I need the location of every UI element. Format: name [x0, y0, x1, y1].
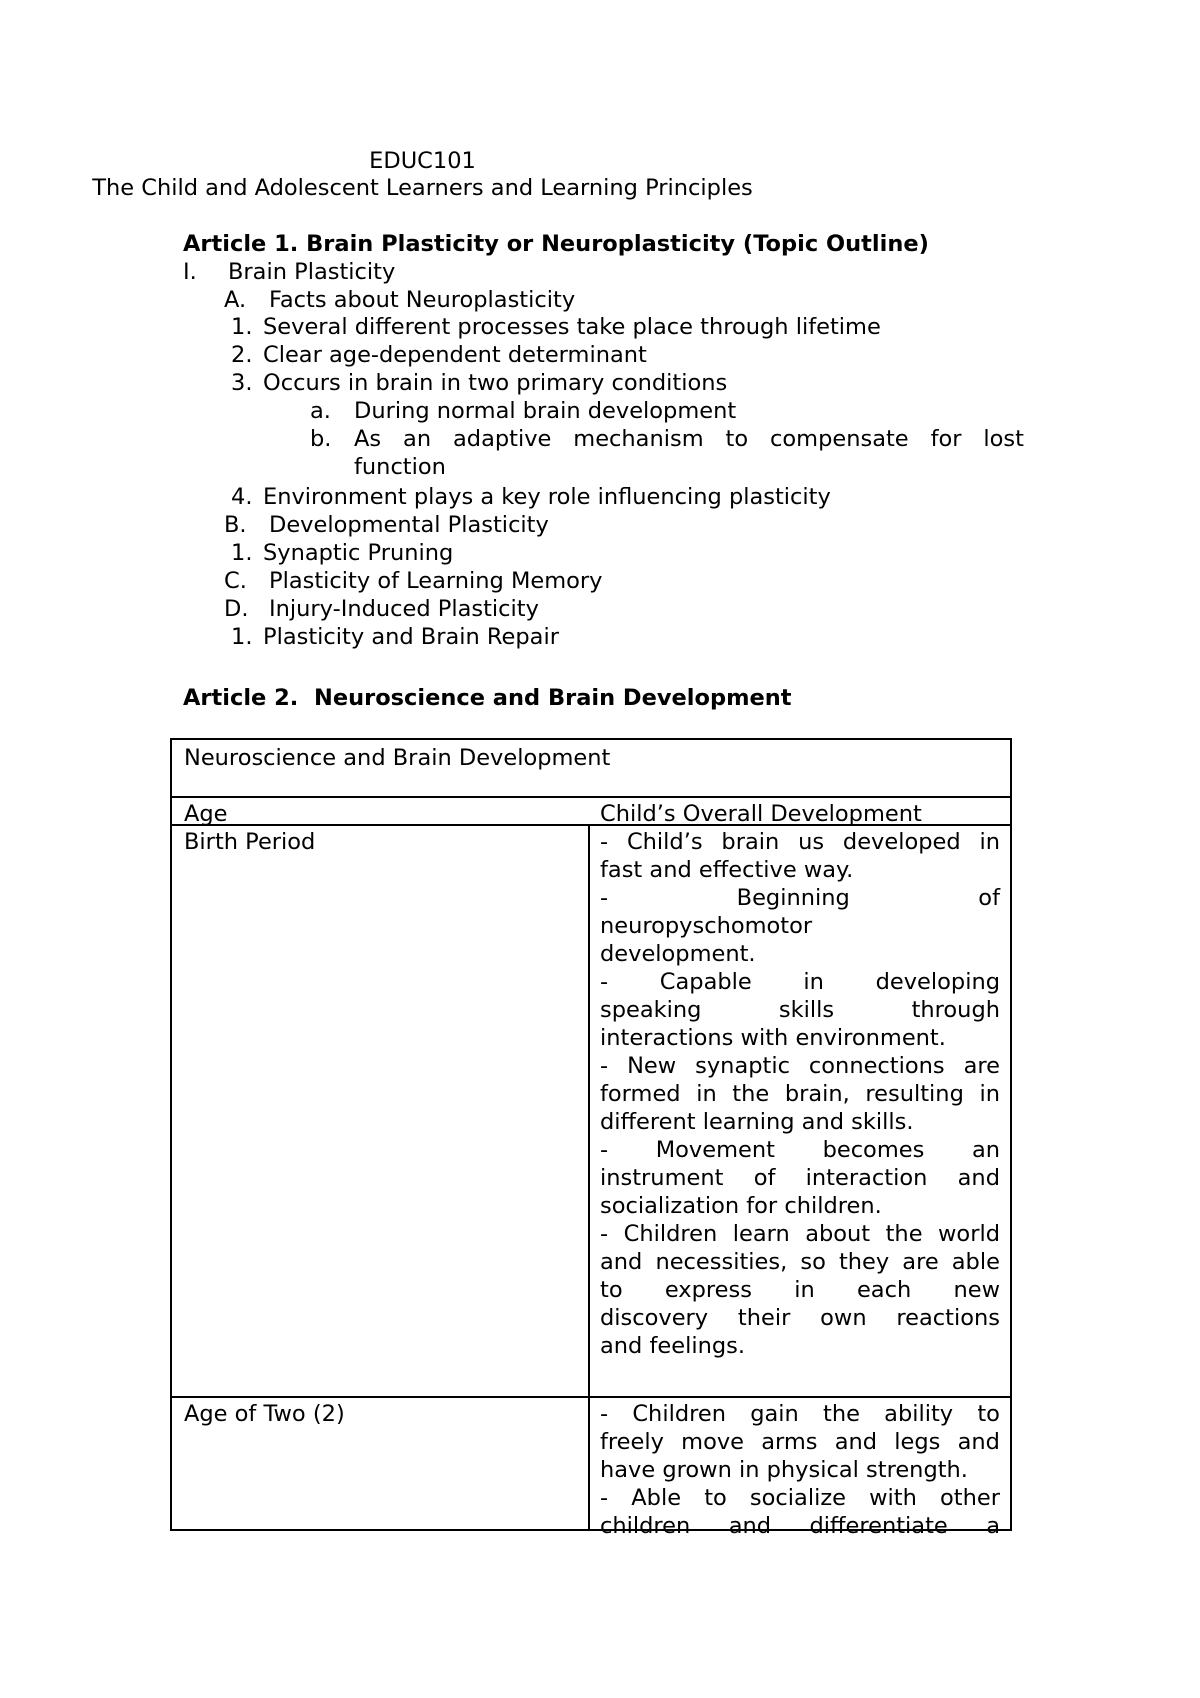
- development-word: and: [957, 1165, 1000, 1191]
- development-line: have grown in physical strength.: [600, 1457, 968, 1483]
- development-word: Capable: [659, 969, 752, 995]
- development-word: other: [940, 1485, 1000, 1511]
- outline-item-A3a: [310, 397, 736, 425]
- course-title: The Child and Adolescent Learners and Learning Principles: [92, 175, 753, 201]
- development-word: about: [805, 1221, 871, 1247]
- outline-item-D1: [231, 623, 559, 651]
- development-word: connections: [808, 1053, 945, 1079]
- development-word: -: [600, 1485, 609, 1511]
- table-row-development: [600, 828, 1000, 1360]
- development-word: the: [732, 1081, 770, 1107]
- development-word: Beginning: [736, 885, 850, 911]
- outline-text-justified: [354, 425, 1024, 453]
- development-word: discovery: [600, 1305, 709, 1331]
- development-word: socialize: [749, 1485, 846, 1511]
- development-word: are: [902, 1249, 939, 1275]
- development-word: to: [977, 1401, 1000, 1427]
- development-word: formed: [600, 1081, 681, 1107]
- outline-item-A3b-continued: function: [354, 454, 446, 480]
- outline-text: Plasticity of Learning Memory: [269, 568, 603, 594]
- development-word: necessities,: [655, 1249, 788, 1275]
- table-column-rule: [588, 824, 590, 1529]
- outline-text: Injury-Induced Plasticity: [269, 596, 539, 622]
- development-word: -: [600, 1401, 609, 1427]
- development-word: in: [979, 1081, 1000, 1107]
- outline-marker: C.: [224, 568, 247, 594]
- development-line: fast and effective way.: [600, 857, 854, 883]
- development-word: their: [737, 1305, 791, 1331]
- development-word: Children: [632, 1401, 726, 1427]
- outline-word: to: [725, 426, 749, 452]
- development-line: [600, 1220, 1000, 1248]
- development-word: in: [696, 1081, 717, 1107]
- development-word: brain,: [784, 1081, 850, 1107]
- table-row-development: [600, 1400, 1000, 1540]
- outline-item-D: [224, 595, 539, 623]
- development-word: and: [728, 1513, 772, 1539]
- development-word: skills: [778, 997, 835, 1023]
- development-word: of: [753, 1165, 776, 1191]
- development-line: interactions with environment.: [600, 1025, 946, 1051]
- development-line: [600, 1164, 1000, 1192]
- development-line: [600, 1136, 1000, 1164]
- development-word: Children: [623, 1221, 718, 1247]
- outline-item-B1: [231, 539, 453, 567]
- outline-text: Developmental Plasticity: [269, 512, 549, 538]
- outline-word: lost: [983, 426, 1024, 452]
- outline-item-C: [224, 567, 603, 595]
- outline-item-A1: [231, 313, 881, 341]
- development-word: differentiate: [809, 1513, 948, 1539]
- development-line: [600, 1428, 1000, 1456]
- outline-text: Plasticity and Brain Repair: [263, 624, 559, 650]
- development-word: arms: [761, 1429, 818, 1455]
- outline-marker: 1.: [231, 314, 253, 340]
- outline-marker: b.: [310, 426, 332, 452]
- outline-word: compensate: [770, 426, 909, 452]
- outline-marker: 2.: [231, 342, 253, 368]
- outline-marker: 1.: [231, 540, 253, 566]
- development-word: -: [600, 1137, 609, 1163]
- development-word: express: [664, 1277, 752, 1303]
- development-word: a: [986, 1513, 1000, 1539]
- table-row-age: Birth Period: [184, 829, 316, 855]
- outline-marker: a.: [310, 398, 331, 424]
- outline-marker: 1.: [231, 624, 253, 650]
- outline-item-A4: [231, 483, 831, 511]
- development-word: through: [911, 997, 1000, 1023]
- development-word: move: [681, 1429, 744, 1455]
- development-line: [600, 884, 1000, 912]
- table-title: Neuroscience and Brain Development: [184, 745, 611, 771]
- development-line: [600, 828, 1000, 856]
- development-line: [600, 1400, 1000, 1428]
- outline-word: an: [403, 426, 432, 452]
- article2-heading: Article 2. Neuroscience and Brain Development: [183, 685, 792, 711]
- development-word: interaction: [805, 1165, 928, 1191]
- development-word: developed: [842, 829, 961, 855]
- development-word: in: [794, 1277, 815, 1303]
- development-word: they: [838, 1249, 890, 1275]
- table-row-age: Age of Two (2): [184, 1401, 345, 1427]
- development-word: learn: [732, 1221, 790, 1247]
- development-line: development.: [600, 941, 756, 967]
- development-word: brain: [721, 829, 780, 855]
- table-rule: [172, 824, 1010, 826]
- development-word: new: [953, 1277, 1000, 1303]
- outline-item-A: [224, 286, 575, 314]
- development-word: an: [971, 1137, 1000, 1163]
- development-word: instrument: [600, 1165, 724, 1191]
- outline-marker: I.: [183, 259, 197, 285]
- development-line: [600, 1484, 1000, 1512]
- development-word: to: [600, 1277, 623, 1303]
- article1-heading: Article 1. Brain Plasticity or Neuroplasticity (Topic Outline): [183, 231, 929, 257]
- development-word: becomes: [822, 1137, 925, 1163]
- development-line: neuropyschomotor: [600, 913, 813, 939]
- development-word: Able: [631, 1485, 682, 1511]
- development-word: -: [600, 1221, 609, 1247]
- development-word: able: [951, 1249, 1000, 1275]
- outline-item-I: [183, 258, 395, 286]
- development-line: [600, 1276, 1000, 1304]
- development-word: children: [600, 1513, 691, 1539]
- outline-word: for: [930, 426, 962, 452]
- development-word: freely: [600, 1429, 664, 1455]
- development-word: -: [600, 969, 609, 995]
- outline-word: As: [354, 426, 382, 452]
- outline-text: Several different processes take place through lifetime: [263, 314, 881, 340]
- development-word: us: [798, 829, 825, 855]
- development-word: in: [803, 969, 824, 995]
- table-header-age: Age: [184, 801, 228, 827]
- course-code: EDUC101: [369, 148, 476, 174]
- development-line: [600, 1304, 1000, 1332]
- outline-item-B: [224, 511, 549, 539]
- development-word: speaking: [600, 997, 702, 1023]
- development-word: Movement: [655, 1137, 775, 1163]
- development-word: developing: [875, 969, 1000, 995]
- development-word: -: [600, 885, 609, 911]
- development-word: of: [978, 885, 1000, 911]
- development-word: and: [957, 1429, 1000, 1455]
- development-word: reactions: [896, 1305, 1000, 1331]
- development-word: world: [938, 1221, 1000, 1247]
- outline-text: Clear age-dependent determinant: [263, 342, 647, 368]
- development-word: the: [823, 1401, 860, 1427]
- outline-item-A3b: [310, 425, 1024, 453]
- development-word: New: [627, 1053, 677, 1079]
- development-table: [170, 738, 1012, 1539]
- outline-marker: D.: [224, 596, 249, 622]
- development-line: [600, 1512, 1000, 1540]
- development-word: each: [856, 1277, 912, 1303]
- development-word: -: [600, 829, 609, 855]
- outline-text: During normal brain development: [354, 398, 737, 424]
- outline-word: mechanism: [573, 426, 704, 452]
- development-line: [600, 1248, 1000, 1276]
- outline-marker: B.: [224, 512, 247, 538]
- development-word: -: [600, 1053, 609, 1079]
- development-word: in: [979, 829, 1000, 855]
- outline-marker: 3.: [231, 370, 253, 396]
- outline-marker: A.: [224, 287, 247, 313]
- development-line: [600, 1052, 1000, 1080]
- development-word: own: [820, 1305, 867, 1331]
- table-header-development: Child’s Overall Development: [600, 801, 922, 827]
- development-word: legs: [894, 1429, 941, 1455]
- development-word: synaptic: [695, 1053, 790, 1079]
- development-line: [600, 996, 1000, 1024]
- outline-text: Occurs in brain in two primary conditions: [263, 370, 728, 396]
- outline-item-A2: [231, 341, 647, 369]
- outline-text: Facts about Neuroplasticity: [269, 287, 576, 313]
- development-line: socialization for children.: [600, 1193, 882, 1219]
- development-word: with: [869, 1485, 917, 1511]
- table-rule: [172, 1396, 1010, 1398]
- development-line: and feelings.: [600, 1333, 746, 1359]
- development-word: Child’s: [626, 829, 703, 855]
- development-line: different learning and skills.: [600, 1109, 914, 1135]
- outline-text: Environment plays a key role influencing plasticity: [263, 484, 831, 510]
- development-word: so: [800, 1249, 826, 1275]
- outline-word: adaptive: [453, 426, 552, 452]
- outline-text: Synaptic Pruning: [263, 540, 454, 566]
- development-word: gain: [750, 1401, 799, 1427]
- table-rule: [172, 796, 1010, 798]
- outline-marker: 4.: [231, 484, 253, 510]
- development-line: [600, 968, 1000, 996]
- development-word: resulting: [865, 1081, 964, 1107]
- development-word: ability: [884, 1401, 954, 1427]
- development-word: and: [834, 1429, 878, 1455]
- development-word: are: [963, 1053, 1000, 1079]
- development-line: [600, 1080, 1000, 1108]
- outline-item-A3: [231, 369, 727, 397]
- outline-text: Brain Plasticity: [228, 259, 396, 285]
- development-word: to: [704, 1485, 727, 1511]
- development-word: and: [600, 1249, 643, 1275]
- development-word: the: [885, 1221, 923, 1247]
